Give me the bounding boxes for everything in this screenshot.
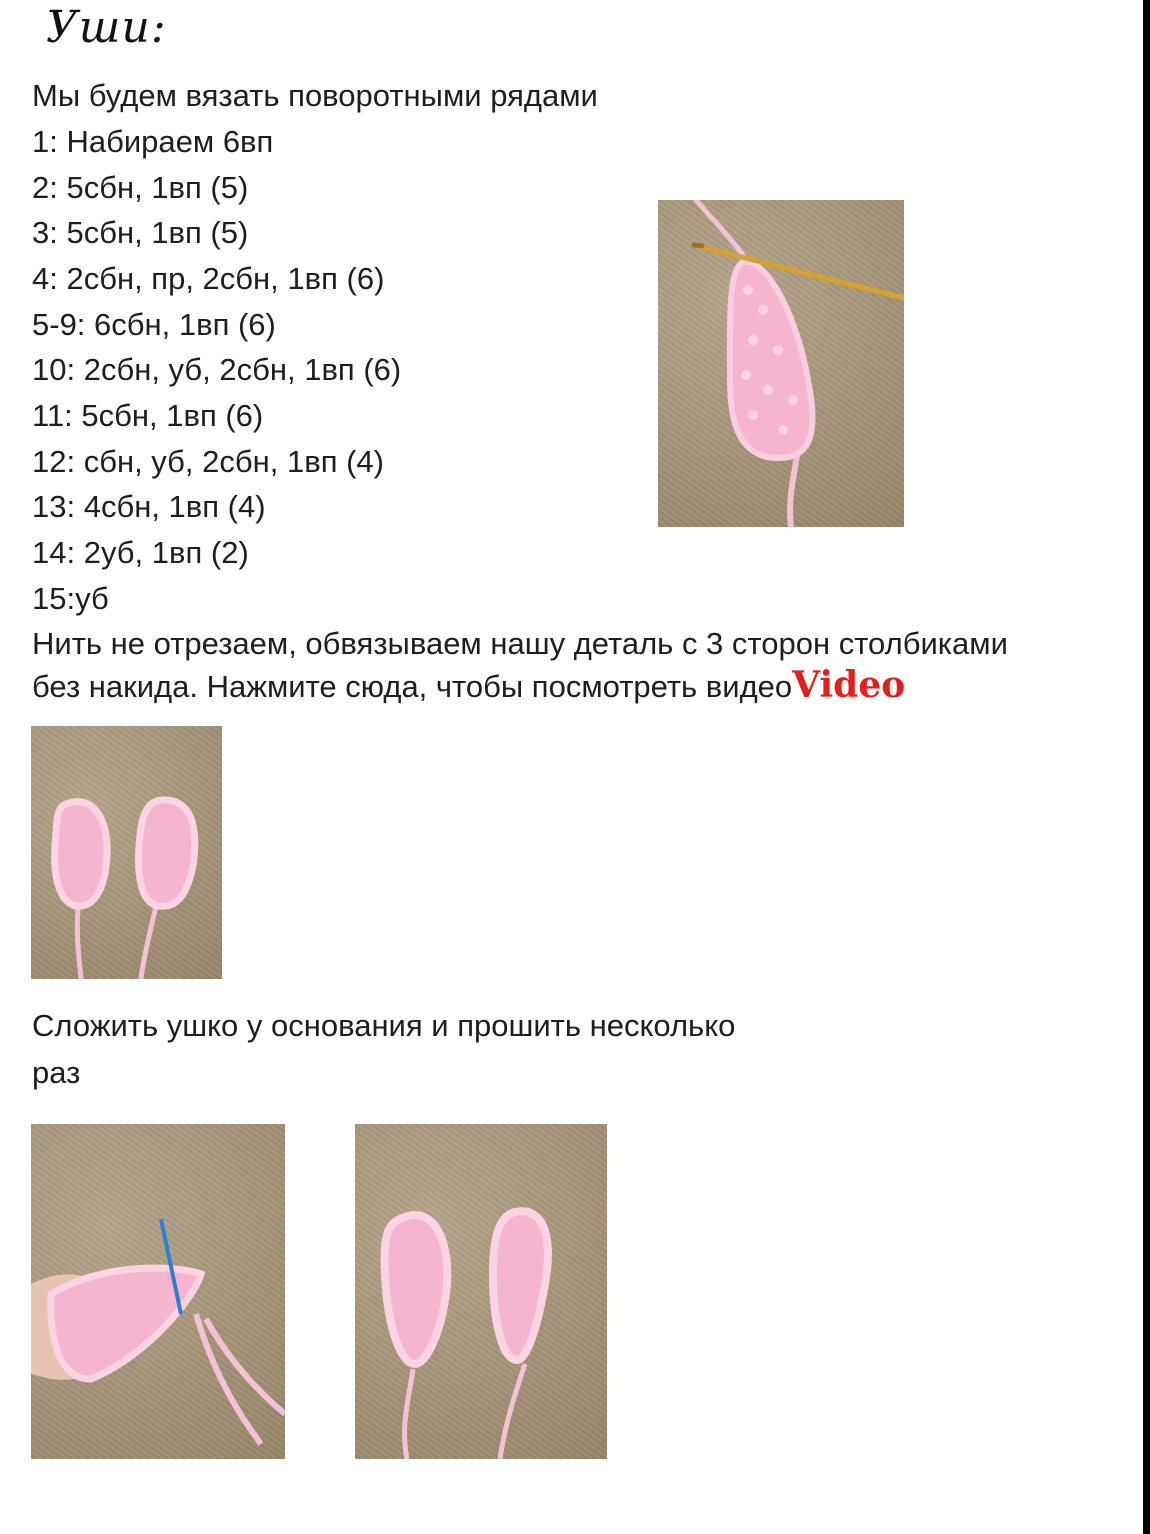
photo-two-ears-flat-drawing: [31, 726, 222, 979]
photo-two-ears-folded: [355, 1124, 607, 1459]
instruction-row-1: 1: Набираем 6вп: [32, 124, 274, 159]
paragraph-line-2-text: без накида. Нажмите сюда, чтобы посмотреть видео: [32, 669, 793, 704]
instruction-row-13: 13: 4сбн, 1вп (4): [32, 489, 266, 524]
instruction-row-5-9: 5-9: 6сбн, 1вп (6): [32, 307, 276, 342]
paragraph-line-2: [32, 664, 906, 706]
instruction-row-10: 10: 2сбн, уб, 2сбн, 1вп (6): [32, 352, 402, 387]
instruction-row-2: 2: 5сбн, 1вп (5): [32, 170, 249, 205]
photo-ear-with-hook: [658, 200, 904, 527]
photo-two-ears-folded-drawing: [355, 1124, 607, 1459]
photo-two-ears-flat: [31, 726, 222, 979]
paragraph-line-1: Нить не отрезаем, обвязываем нашу деталь с 3 сторон столбиками: [32, 626, 1008, 661]
instruction-row-4: 4: 2сбн, пр, 2сбн, 1вп (6): [32, 261, 385, 296]
fold-instruction-line-2: раз: [32, 1055, 81, 1090]
instruction-row-15: 15:уб: [32, 581, 109, 616]
page-title: Уши:: [46, 2, 167, 53]
photo-sewing-ear-drawing: [31, 1124, 285, 1459]
instruction-row-11: 11: 5сбн, 1вп (6): [32, 398, 264, 433]
photo-sewing-ear: [31, 1124, 285, 1459]
video-link[interactable]: Video: [792, 664, 906, 706]
instruction-row-3: 3: 5сбн, 1вп (5): [32, 215, 249, 250]
fold-instruction-line-1: Сложить ушко у основания и прошить несколько: [32, 1008, 736, 1043]
instruction-row-14: 14: 2уб, 1вп (2): [32, 535, 249, 570]
photo-ear-with-hook-drawing: [658, 200, 904, 527]
instruction-row-12: 12: сбн, уб, 2сбн, 1вп (4): [32, 444, 384, 479]
right-edge-bar: [1143, 0, 1150, 1534]
instruction-intro: Мы будем вязать поворотными рядами: [32, 78, 598, 113]
